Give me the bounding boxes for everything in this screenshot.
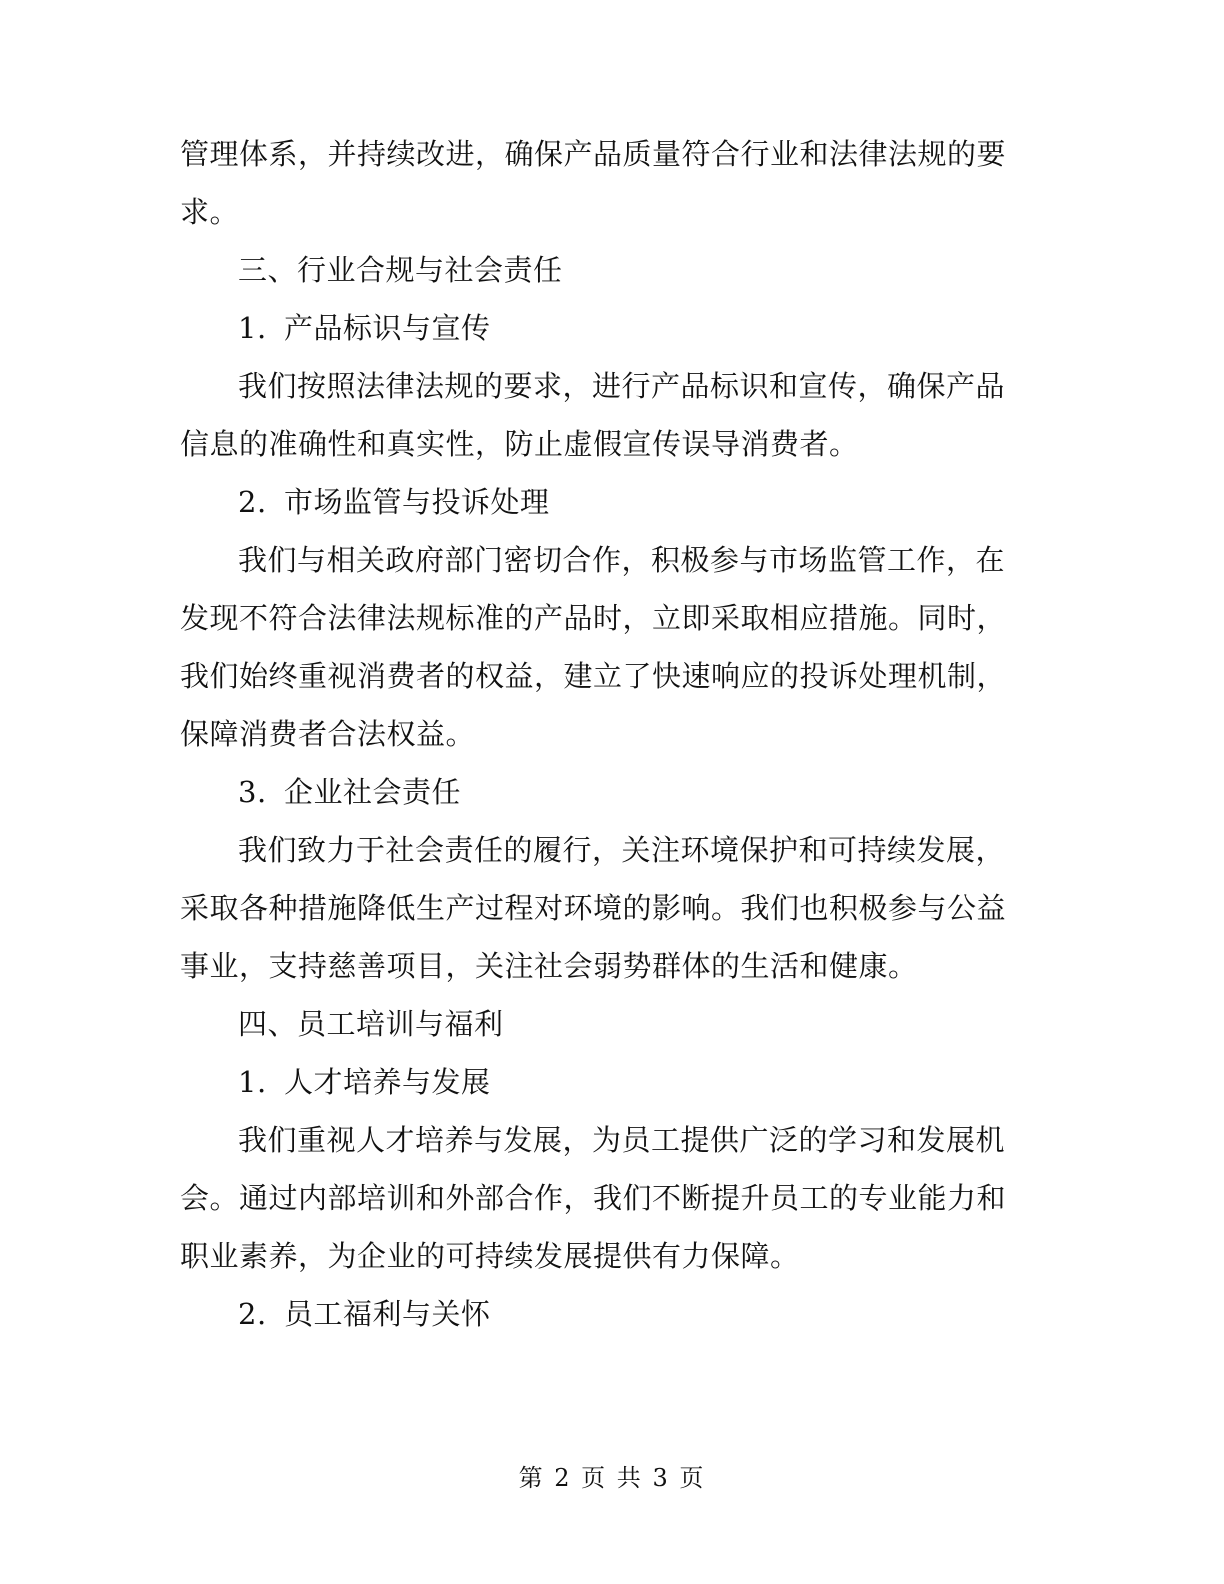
subsection-number: 1. [238,1065,267,1099]
paragraph-line: 职业素养，为企业的可持续发展提供有力保障。 [180,1239,800,1273]
subsection-title: 员工福利与关怀 [284,1297,491,1331]
paragraph-line: 我们始终重视消费者的权益，建立了快速响应的投诉处理机制， [180,659,1007,693]
subsection-number: 2. [238,485,267,519]
paragraph-line: 采取各种措施降低生产过程对环境的影响。我们也积极参与公益 [180,891,1007,925]
page-number-footer: 第 2 页 共 3 页 [518,1464,706,1492]
subsection-heading [180,763,1016,821]
paragraph-line: 保障消费者合法权益。 [180,717,476,751]
paragraph-line: 管理体系，并持续改进，确保产品质量符合行业和法律法规的要 [180,137,1007,171]
subsection-number: 3. [238,775,267,809]
subsection-title: 产品标识与宣传 [284,311,491,345]
section-heading: 四、员工培训与福利 [238,1007,504,1041]
section-heading: 三、行业合规与社会责任 [238,253,563,287]
paragraph-line: 我们按照法律法规的要求，进行产品标识和宣传，确保产品 [238,369,1006,403]
paragraph-line: 发现不符合法律法规标准的产品时，立即采取相应措施。同时， [180,601,1007,635]
subsection-title: 企业社会责任 [284,775,462,809]
subsection-heading [180,299,1016,357]
subsection-number: 2. [238,1297,267,1331]
paragraph-line: 求。 [180,195,240,229]
document-body [180,125,1016,1343]
subsection-title: 人才培养与发展 [284,1065,491,1099]
subsection-heading [180,1285,1016,1343]
subsection-heading [180,473,1016,531]
paragraph-line: 事业，支持慈善项目，关注社会弱势群体的生活和健康。 [180,949,918,983]
paragraph-line: 会。通过内部培训和外部合作，我们不断提升员工的专业能力和 [180,1181,1007,1215]
subsection-heading [180,1053,1016,1111]
paragraph-line: 信息的准确性和真实性，防止虚假宣传误导消费者。 [180,427,859,461]
paragraph-line: 我们致力于社会责任的履行，关注环境保护和可持续发展， [238,833,1006,867]
subsection-title: 市场监管与投诉处理 [284,485,550,519]
paragraph-line: 我们与相关政府部门密切合作，积极参与市场监管工作，在 [238,543,1006,577]
paragraph-line: 我们重视人才培养与发展，为员工提供广泛的学习和发展机 [238,1123,1006,1157]
subsection-number: 1. [238,311,267,345]
